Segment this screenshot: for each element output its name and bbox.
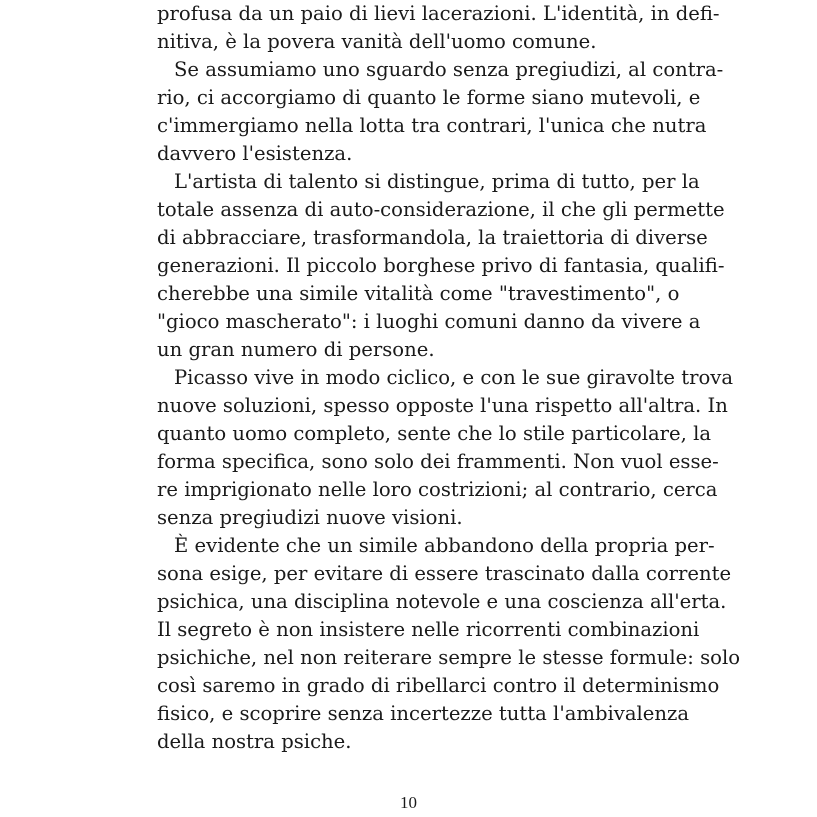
text-line: "gioco mascherato": i luoghi comuni danno da vivere a: [157, 310, 701, 333]
text-line: c'immergiamo nella lotta tra contrari, l'unica che nutra: [157, 114, 707, 137]
paragraph: [157, 532, 741, 756]
text-line: rio, ci accorgiamo di quanto le forme siano mutevoli, e: [157, 86, 701, 109]
text-line: totale assenza di auto-considerazione, il che gli permette: [157, 198, 725, 221]
text-line: della nostra psiche.: [157, 730, 352, 753]
text-line: sona esige, per evitare di essere trascinato dalla corrente: [157, 562, 732, 585]
text-line: È evidente che un simile abbandono della propria per-: [174, 534, 715, 557]
paragraph: [157, 168, 725, 364]
text-line: così saremo in grado di ribellarci contro il determinismo: [157, 674, 720, 697]
paragraph: [157, 364, 734, 532]
text-line: Se assumiamo uno sguardo senza pregiudizi, al contra-: [174, 58, 724, 81]
text-line: un gran numero di persone.: [157, 338, 435, 361]
text-line: re imprigionato nelle loro costrizioni; al contrario, cerca: [157, 478, 718, 501]
text-line: nitiva, è la povera vanità dell'uomo comune.: [157, 30, 597, 53]
text-line: psichica, una disciplina notevole e una coscienza all'erta.: [157, 590, 727, 613]
text-line: forma specifica, sono solo dei frammenti. Non vuol esse-: [157, 450, 719, 473]
text-line: quanto uomo completo, sente che lo stile particolare, la: [157, 422, 712, 445]
text-line: psichiche, nel non reiterare sempre le stesse formule: solo: [157, 646, 741, 669]
body-text: [157, 0, 741, 756]
text-line: Il segreto è non insistere nelle ricorrenti combinazioni: [157, 618, 700, 641]
paragraph-continued: [157, 0, 720, 56]
text-line: senza pregiudizi nuove visioni.: [157, 506, 463, 529]
paragraph: [157, 56, 724, 168]
text-line: davvero l'esistenza.: [157, 142, 353, 165]
text-line: Picasso vive in modo ciclico, e con le sue giravolte trova: [174, 366, 734, 389]
text-line: L'artista di talento si distingue, prima di tutto, per la: [174, 170, 700, 193]
text-line: generazioni. Il piccolo borghese privo di fantasia, qualifi-: [157, 254, 725, 277]
text-line: cherebbe una simile vitalità come "travestimento", o: [157, 282, 680, 305]
text-line: di abbracciare, trasformandola, la traiettoria di diverse: [157, 226, 708, 249]
text-line: nuove soluzioni, spesso opposte l'una rispetto all'altra. In: [157, 394, 728, 417]
text-line: profusa da un paio di lievi lacerazioni. L'identità, in defi-: [157, 2, 720, 25]
text-line: fisico, e scoprire senza incertezze tutta l'ambivalenza: [157, 702, 690, 725]
page-number: 10: [400, 793, 417, 812]
